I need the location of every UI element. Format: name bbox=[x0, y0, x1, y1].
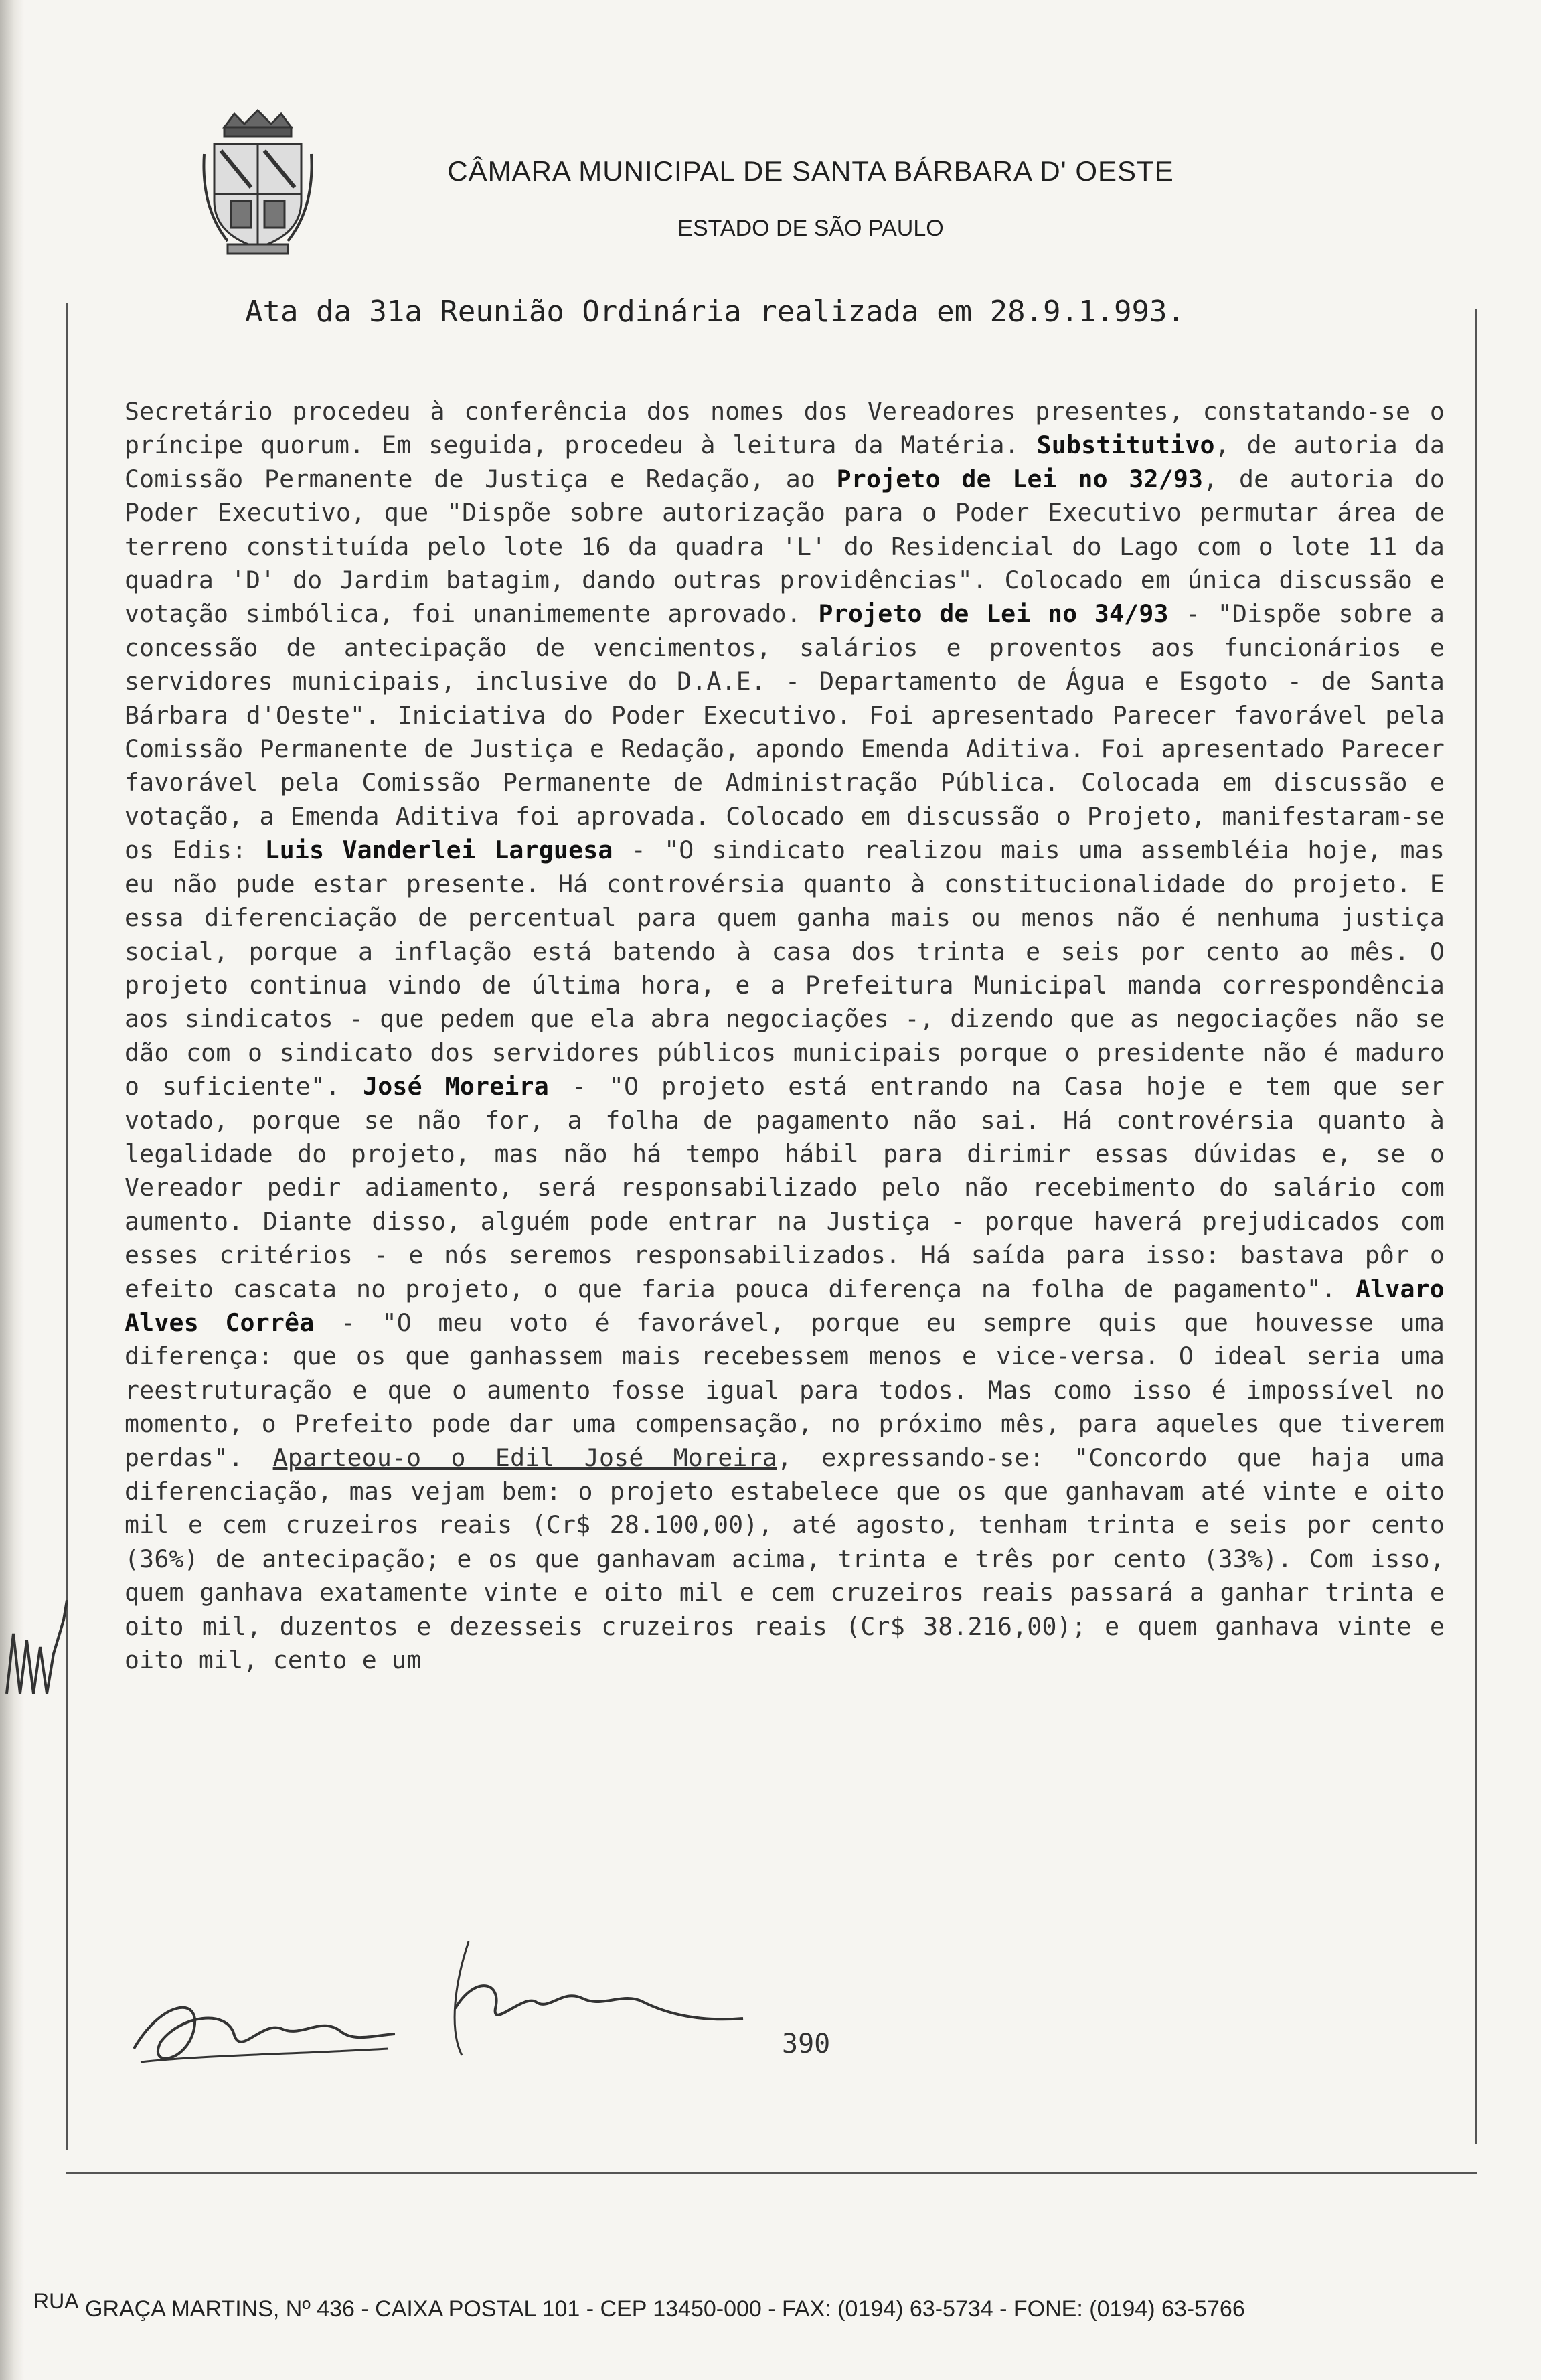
frame-bottom-line bbox=[66, 2172, 1477, 2174]
body-segment: - "O sindicato realizou mais uma assembléia hoje, mas eu não pude estar presente. Há controvérsia quanto à constitucionalidade do projeto. E essa diferenciação de percentual para quem ganha mais ou menos não é nenhuma justiça social, porque a inflação está batendo à casa dos trinta e seis por cento ao mês. O projeto continua vindo de última hora, e a Prefeitura Municipal manda correspondência aos sindicatos - que pedem que ela abra negociações -, dizendo que as negociações não se dão com o sindicato dos servidores públicos municipais porque o presidente não é maduro o suficiente". bbox=[125, 836, 1445, 1101]
body-segment: - "Dispõe sobre a concessão de antecipação de vencimentos, salários e proventos aos funcionários e servidores municipais, inclusive do D.A.E. - Departamento de Água e Esgoto - de Santa Bárbara d'Oeste". Iniciativa do Poder Executivo. Foi apresentado Parecer favorável pela Comissão Permanente de Justiça e Redação, apondo Emenda Aditiva. Foi apresentado Parecer favorável pela Comissão Permanente de Administração Pública. Colocada em discussão e votação, a Emenda Aditiva foi aprovada. Colocado em discussão o Projeto, manifestaram-se os Edis: bbox=[125, 599, 1445, 865]
body-segment: - "O projeto está entrando na Casa hoje e tem que ser votado, porque se não for, a folha de pagamento não sai. Há controvérsia quanto à legalidade do projeto, mas não há tempo hábil para dirimir essas dúvidas e, se o Vereador pedir adiamento, será responsabilizado pelo não recebimento do salário com aumento. Diante disso, alguém pode entrar na Justiça - porque haverá prejudicados com esses critérios - e nós seremos responsabilizados. Há saída para isso: bastava pôr o efeito cascata no projeto, o que faria pouca diferença na folha de pagamento". bbox=[125, 1072, 1445, 1303]
body-segment: , de autoria da Comissão Permanente de Justiça e Redação, ao bbox=[125, 430, 1445, 493]
signature-margin bbox=[0, 1593, 80, 1721]
frame-right-line bbox=[1475, 309, 1477, 2144]
body-segment: , expressando-se: "Concordo que haja uma diferenciação, mas vejam bem: o projeto estabelece que os que ganhavam até vinte e oito mil e cem cruzeiros reais (Cr$ 28.100,00), até agosto, tenham trinta e seis por cento (36%) de antecipação; e os que ganhavam acima, trinta e três por cento (33%). Com isso, quem ganhava exatamente vinte e oito mil e cem cruzeiros reais passará a ganhar trinta e oito mil, duzentos e dezesseis cruzeiros reais (Cr$ 38.216,00); e quem ganhava vinte e oito mil, cento e um bbox=[125, 1443, 1445, 1675]
minutes-body-text bbox=[125, 395, 1445, 1677]
state-name: ESTADO DE SÃO PAULO bbox=[677, 216, 944, 241]
speaker-or-bill-name: José Moreira bbox=[363, 1072, 549, 1101]
signature-center bbox=[428, 1928, 750, 2062]
signature-left bbox=[120, 1975, 402, 2082]
aparte-note: Aparteou-o o Edil José Moreira bbox=[272, 1443, 777, 1472]
frame-left-line bbox=[66, 303, 68, 2150]
speaker-or-bill-name: Substitutivo bbox=[1036, 430, 1215, 460]
body-segment: Secretário procedeu à conferência dos nomes dos Vereadores presentes, constatando-se o príncipe quorum. Em seguida, procedeu à leitura da Matéria. bbox=[125, 397, 1445, 460]
scan-page-edge bbox=[0, 0, 24, 2380]
page-number: 390 bbox=[782, 2029, 831, 2059]
footer-address-rest: GRAÇA MARTINS, Nº 436 - CAIXA POSTAL 101 - CEP 13450-000 - FAX: (0194) 63-5734 - FONE: (0194) 63-5766 bbox=[78, 2296, 1245, 2322]
footer-address-first: RUA bbox=[33, 2289, 79, 2313]
speaker-or-bill-name: Projeto de Lei no 34/93 bbox=[818, 599, 1169, 629]
body-segment: , de autoria do Poder Executivo, que "Dispõe sobre autorização para o Poder Executivo permutar área de terreno constituída pelo lote 16 da quadra 'L' do Residencial do Lago com o lote 11 da quadra 'D' do Jardim batagim, dando outras providências". Colocado em única discussão e votação simbólica, foi unanimemente aprovado. bbox=[125, 464, 1445, 629]
footer-address bbox=[33, 2289, 1520, 2322]
minutes-title: Ata da 31a Reunião Ordinária realizada em 28.9.1.993. bbox=[245, 295, 1185, 329]
speaker-or-bill-name: Projeto de Lei no 32/93 bbox=[836, 464, 1204, 493]
institution-name: CÂMARA MUNICIPAL DE SANTA BÁRBARA D' OESTE bbox=[447, 155, 1174, 187]
body-segment: - "O meu voto é favorável, porque eu sempre quis que houvesse uma diferença: que os que ganhassem mais recebessem menos e vice-versa. O ideal seria uma reestruturação e que o aumento fosse igual para todos. Mas como isso é impossível no momento, o Prefeito pode dar uma compensação, no próximo mês, para aqueles que tiverem perdas". bbox=[125, 1307, 1445, 1472]
speaker-or-bill-name: Luis Vanderlei Larguesa bbox=[264, 836, 613, 865]
speaker-or-bill-name: Alvaro Alves Corrêa bbox=[125, 1274, 1445, 1337]
